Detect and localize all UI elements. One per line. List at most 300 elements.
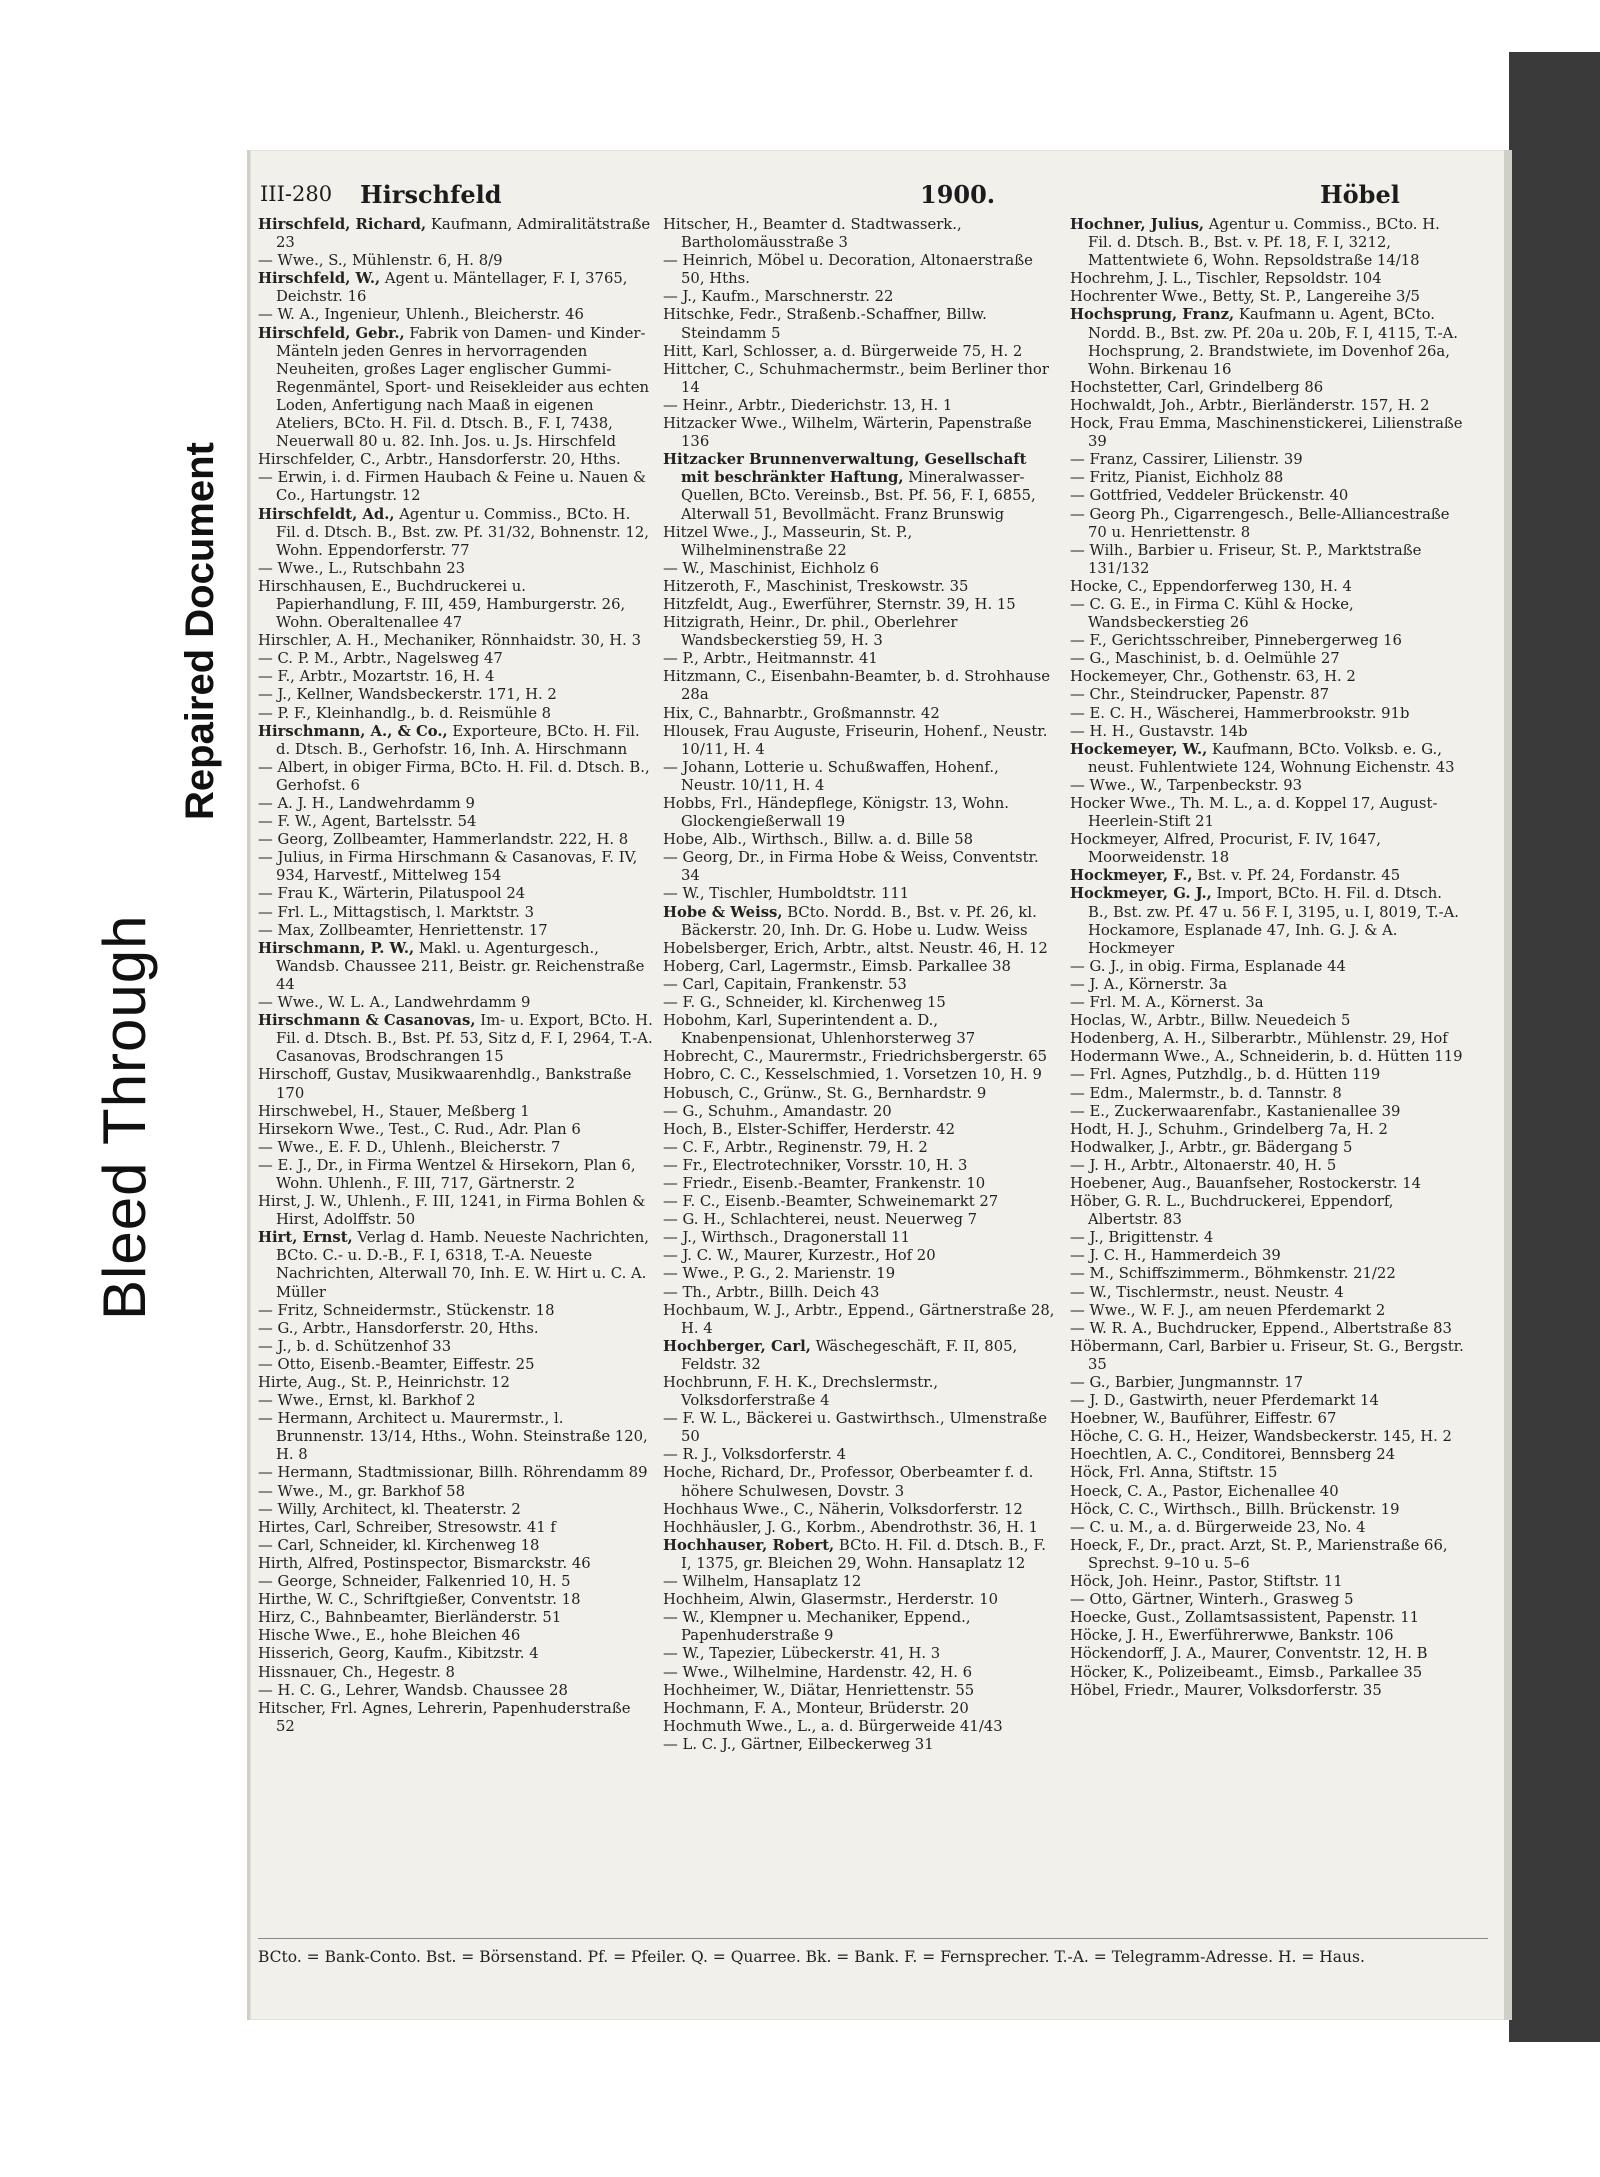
directory-entry xyxy=(663,650,1058,668)
entry-text: — G., Barbier, Jungmannstr. 17 xyxy=(1070,1374,1304,1391)
directory-entry xyxy=(663,1374,1058,1410)
directory-entry xyxy=(663,560,1058,578)
directory-entry xyxy=(663,849,1058,885)
directory-entry xyxy=(663,668,1058,704)
directory-entry xyxy=(1070,469,1465,487)
directory-entry xyxy=(1070,1483,1465,1501)
directory-entry xyxy=(663,994,1058,1012)
entry-text: — W., Maschinist, Eichholz 6 xyxy=(663,559,879,577)
entry-text: — Carl, Schneider, kl. Kirchenweg 18 xyxy=(258,1536,540,1554)
column-1 xyxy=(258,216,653,1936)
directory-entry xyxy=(663,1537,1058,1573)
directory-entry xyxy=(1070,1121,1465,1139)
directory-entry xyxy=(258,650,653,668)
entry-text: — E. J., Dr., in Firma Wentzel & Hirsekorn, Plan 6, Wohn. Uhlenh., F. III, 717, Gärtnerstr. 2 xyxy=(258,1156,636,1192)
entry-text: Hochmann, F. A., Monteur, Brüderstr. 20 xyxy=(663,1699,969,1717)
entry-text: — J. D., Gastwirth, neuer Pferdemarkt 14 xyxy=(1070,1392,1379,1410)
directory-entry xyxy=(1070,1048,1465,1066)
entry-text: Hirthe, W. C., Schriftgießer, Conventstr. 18 xyxy=(258,1591,581,1609)
directory-entry xyxy=(258,1139,653,1157)
entry-text: — Heinrich, Möbel u. Decoration, Altonaerstraße 50, Hths. xyxy=(663,252,1033,288)
directory-entry xyxy=(1070,1501,1465,1519)
directory-entry xyxy=(258,705,653,723)
directory-entry xyxy=(1070,885,1465,957)
directory-entry xyxy=(663,288,1058,306)
entry-text: Im- u. Export, BCto. H. Fil. d. Dtsch. B., Bst. Pf. 53, Sitz d, F. I, 2964, T.-A. Casanovas, Brodschrangen 15 xyxy=(276,1012,653,1066)
entry-text: — Wwe., Ernst, kl. Barkhof 2 xyxy=(258,1392,476,1410)
directory-entry xyxy=(1070,1193,1465,1229)
entry-text: Hittcher, C., Schuhmachermstr., beim Berliner thor 14 xyxy=(663,360,1049,396)
entry-text: — P. F., Kleinhandlg., b. d. Reismühle 8 xyxy=(258,704,552,722)
header-left-word: Hirschfeld xyxy=(360,180,502,209)
entry-text: — J., Kaufm., Marschnerstr. 22 xyxy=(663,288,894,306)
entry-text: — F. C., Eisenb.-Beamter, Schweinemarkt 27 xyxy=(663,1193,999,1211)
directory-entry xyxy=(1070,795,1465,831)
directory-entry xyxy=(258,1229,653,1301)
entry-name: Hirschmann, P. W., xyxy=(258,939,415,957)
directory-entry xyxy=(1070,831,1465,867)
directory-entry xyxy=(1070,1012,1465,1030)
entry-text: Hochrenter Wwe., Betty, St. P., Langereihe 3/5 xyxy=(1070,288,1420,306)
entry-text: Hockemeyer, Chr., Gothenstr. 63, H. 2 xyxy=(1070,668,1356,686)
directory-entry xyxy=(1070,632,1465,650)
entry-text: — Heinr., Arbtr., Diederichstr. 13, H. 1 xyxy=(663,396,953,414)
directory-entry xyxy=(1070,1229,1465,1247)
directory-entry xyxy=(1070,596,1465,632)
entry-text: — R. J., Volksdorferstr. 4 xyxy=(663,1446,847,1464)
entry-text: — W. R. A., Buchdrucker, Eppend., Albertstraße 83 xyxy=(1070,1319,1452,1337)
directory-entry xyxy=(1070,578,1465,596)
directory-entry xyxy=(258,560,653,578)
entry-text: — Frau K., Wärterin, Pilatuspool 24 xyxy=(258,885,526,903)
directory-entry xyxy=(258,795,653,813)
entry-text: — Georg, Dr., in Firma Hobe & Weiss, Conventstr. 34 xyxy=(663,849,1039,885)
entry-text: — Otto, Gärtner, Winterh., Grasweg 5 xyxy=(1070,1591,1354,1609)
scanner-background-strip xyxy=(1509,52,1600,2042)
entry-text: Hockmeyer, Alfred, Procurist, F. IV, 1647, Moorweidenstr. 18 xyxy=(1070,831,1382,867)
entry-text: Höbel, Friedr., Maurer, Volksdorferstr. 35 xyxy=(1070,1681,1382,1699)
entry-text: — Georg Ph., Cigarrengesch., Belle-Alliancestraße 70 u. Henriettenstr. 8 xyxy=(1070,505,1450,541)
entry-text: Hoebener, Aug., Bauanfseher, Rostockerstr. 14 xyxy=(1070,1174,1422,1192)
directory-entry xyxy=(1070,1464,1465,1482)
entry-text: Hobusch, C., Grünw., St. G., Bernhardstr. 9 xyxy=(663,1084,987,1102)
entry-text: Fabrik von Damen- und Kinder-Mänteln jeden Genres in hervorragenden Neuheiten, großes Lager englischer Gummi-Regenmäntel, Sport- und Reisekleider aus echten Loden, Anfertigung nach Maaß in eigenen Ateliers, BCto. H. Fil. d. Dtsch. B., F. I, 7438, Neuerwall 80 u. 82. Inh. Jos. u. Js. Hirschfeld xyxy=(276,324,649,451)
directory-entry xyxy=(663,958,1058,976)
directory-entry xyxy=(258,904,653,922)
directory-entry xyxy=(1070,1645,1465,1663)
directory-entry xyxy=(1070,1320,1465,1338)
directory-entry xyxy=(1070,1519,1465,1537)
entry-text: Hirsekorn Wwe., Test., C. Rud., Adr. Plan 6 xyxy=(258,1120,581,1138)
directory-entry xyxy=(1070,270,1465,288)
directory-entry xyxy=(1070,1175,1465,1193)
directory-entry xyxy=(1070,1284,1465,1302)
directory-entry xyxy=(258,1664,653,1682)
entry-text: — G., Schuhm., Amandastr. 20 xyxy=(663,1102,892,1120)
entry-text: Hoebner, W., Bauführer, Eiffestr. 67 xyxy=(1070,1410,1337,1428)
entry-text: Import, BCto. H. Fil. d. Dtsch. B., Bst. zw. Pf. 47 u. 56 F. I, 3195, u. I, 8019, T.-A. Hockamore, Esplanade 47, Inh. G. J. & A. Hockmeyer xyxy=(1088,885,1459,957)
directory-entry xyxy=(663,1139,1058,1157)
entry-text: — J., b. d. Schützenhof 33 xyxy=(258,1337,452,1355)
entry-text: Hitt, Karl, Schlosser, a. d. Bürgerweide 75, H. 2 xyxy=(663,342,1023,360)
directory-entry xyxy=(663,1284,1058,1302)
entry-text: — F., Arbtr., Mozartstr. 16, H. 4 xyxy=(258,668,495,686)
entry-text: — Willy, Architect, kl. Theaterstr. 2 xyxy=(258,1500,521,1518)
directory-entry xyxy=(258,1356,653,1374)
entry-text: Hobelsberger, Erich, Arbtr., altst. Neustr. 46, H. 12 xyxy=(663,939,1048,957)
directory-entry xyxy=(1070,288,1465,306)
entry-name: Hirschfeld, Gebr., xyxy=(258,324,405,342)
directory-entry xyxy=(663,885,1058,903)
directory-entry xyxy=(663,1085,1058,1103)
entry-text: — P., Arbtr., Heitmannstr. 41 xyxy=(663,650,878,668)
entry-text: — E., Zuckerwaarenfabr., Kastanienallee 39 xyxy=(1070,1102,1401,1120)
entry-text: BCto. Nordd. B., Bst. v. Pf. 26, kl. Bäckerstr. 20, Inh. Dr. G. Hobe u. Ludw. Weiss xyxy=(681,903,1037,939)
directory-entry xyxy=(1070,668,1465,686)
directory-entry xyxy=(663,343,1058,361)
entry-text: — F. G., Schneider, kl. Kirchenweg 15 xyxy=(663,994,946,1012)
entry-text: — W., Klempner u. Mechaniker, Eppend., Papenhuderstraße 9 xyxy=(663,1609,971,1645)
directory-entry xyxy=(258,668,653,686)
entry-text: Hirth, Alfred, Postinspector, Bismarckstr. 46 xyxy=(258,1554,591,1572)
entry-name: Hirschfeld, Richard, xyxy=(258,216,427,233)
directory-entry xyxy=(258,1121,653,1139)
entry-name: Hirschfeld, W., xyxy=(258,270,381,288)
directory-entry xyxy=(663,1211,1058,1229)
entry-text: Hitscher, Frl. Agnes, Lehrerin, Papenhuderstraße 52 xyxy=(258,1699,631,1735)
entry-text: Wäschegeschäft, F. II, 805, Feldstr. 32 xyxy=(681,1337,1018,1373)
entry-text: Hock, Frau Emma, Maschinenstickerei, Lilienstraße 39 xyxy=(1070,415,1463,451)
entry-text: Hochbrunn, F. H. K., Drechslermstr., Volksdorferstraße 4 xyxy=(663,1374,939,1410)
entry-text: — Max, Zollbeamter, Henriettenstr. 17 xyxy=(258,921,548,939)
directory-entry xyxy=(1070,306,1465,378)
directory-entry xyxy=(663,1265,1058,1283)
entry-text: Hocke, C., Eppendorferweg 130, H. 4 xyxy=(1070,577,1352,595)
repaired-document-label: Repaired Document xyxy=(178,442,222,820)
directory-entry xyxy=(663,1048,1058,1066)
directory-entry xyxy=(258,1374,653,1392)
directory-entry xyxy=(663,361,1058,397)
entry-text: — Wwe., W. L. A., Landwehrdamm 9 xyxy=(258,994,531,1012)
entry-text: — W., Tischlermstr., neust. Neustr. 4 xyxy=(1070,1283,1344,1301)
directory-entry xyxy=(1070,777,1465,795)
directory-entry xyxy=(663,1664,1058,1682)
entry-text: — G. H., Schlachterei, neust. Neuerweg 7 xyxy=(663,1211,978,1229)
directory-entry xyxy=(1070,1609,1465,1627)
directory-entry xyxy=(1070,451,1465,469)
entry-text: — F. W., Agent, Bartelsstr. 54 xyxy=(258,813,477,831)
entry-text: Hobrecht, C., Maurermstr., Friedrichsbergerstr. 65 xyxy=(663,1048,1048,1066)
directory-entry xyxy=(1070,1537,1465,1573)
entry-text: Makl. u. Agenturgesch., Wandsb. Chaussee 211, Beistr. gr. Reichenstraße 44 xyxy=(276,939,645,993)
directory-entry xyxy=(1070,1392,1465,1410)
entry-text: Hirschler, A. H., Mechaniker, Rönnhaidstr. 30, H. 3 xyxy=(258,632,641,650)
directory-entry xyxy=(1070,1157,1465,1175)
directory-entry xyxy=(258,1700,653,1736)
directory-entry xyxy=(663,1736,1058,1754)
bleed-through-label: Bleed Through xyxy=(91,914,158,1320)
entry-text: — Wwe., W. F. J., am neuen Pferdemarkt 2 xyxy=(1070,1301,1386,1319)
side-labels xyxy=(80,330,230,1330)
directory-entry xyxy=(663,1121,1058,1139)
directory-entry xyxy=(258,1193,653,1229)
directory-page xyxy=(247,150,1512,2020)
entry-name: Hirschmann & Casanovas, xyxy=(258,1012,476,1030)
entry-text: — Wwe., P. G., 2. Marienstr. 19 xyxy=(663,1265,896,1283)
entry-text: Höbermann, Carl, Barbier u. Friseur, St. G., Bergstr. 35 xyxy=(1070,1337,1464,1373)
entry-text: Hitscher, H., Beamter d. Stadtwasserk., Bartholomäusstraße 3 xyxy=(663,216,962,252)
directory-entry xyxy=(663,831,1058,849)
header-right-word: Höbel xyxy=(1320,180,1400,209)
entry-text: — Franz, Cassirer, Lilienstr. 39 xyxy=(1070,451,1303,469)
entry-text: — G. J., in obig. Firma, Esplanade 44 xyxy=(1070,957,1346,975)
page-header xyxy=(260,178,1500,212)
entry-text: Hitzacker Wwe., Wilhelm, Wärterin, Papenstraße 136 xyxy=(663,415,1032,451)
directory-entry xyxy=(663,1609,1058,1645)
directory-entry xyxy=(663,451,1058,523)
entry-text: Hochstetter, Carl, Grindelberg 86 xyxy=(1070,378,1324,396)
directory-entry xyxy=(1070,397,1465,415)
directory-entry xyxy=(663,705,1058,723)
entry-name: Hirschmann, A., & Co., xyxy=(258,722,448,740)
directory-entry xyxy=(258,813,653,831)
directory-entry xyxy=(1070,686,1465,704)
entry-text: Hirte, Aug., St. P., Heinrichstr. 12 xyxy=(258,1374,510,1391)
directory-entry xyxy=(663,795,1058,831)
entry-text: — Wwe., W., Tarpenbeckstr. 93 xyxy=(1070,776,1303,794)
directory-entry xyxy=(663,1464,1058,1500)
entry-text: — Wwe., S., Mühlenstr. 6, H. 8/9 xyxy=(258,252,503,270)
entry-name: Hochhauser, Robert, xyxy=(663,1536,835,1554)
entry-text: — J. C. H., Hammerdeich 39 xyxy=(1070,1247,1281,1265)
directory-entry xyxy=(258,1012,653,1066)
directory-entry xyxy=(663,976,1058,994)
directory-entry xyxy=(1070,216,1465,270)
entry-text: — E. C. H., Wäscherei, Hammerbrookstr. 91b xyxy=(1070,704,1410,722)
entry-text: Höck, Joh. Heinr., Pastor, Stiftstr. 11 xyxy=(1070,1573,1343,1591)
directory-entry xyxy=(1070,1682,1465,1700)
entry-text: Hoeck, C. A., Pastor, Eichenallee 40 xyxy=(1070,1482,1339,1500)
entry-text: — Edm., Malermstr., b. d. Tannstr. 8 xyxy=(1070,1084,1342,1102)
entry-text: — Otto, Eisenb.-Beamter, Eiffestr. 25 xyxy=(258,1355,535,1373)
column-3 xyxy=(1070,216,1465,1936)
directory-entry xyxy=(258,1682,653,1700)
entry-text: Hitzeroth, F., Maschinist, Treskowstr. 35 xyxy=(663,577,969,595)
entry-text: — Chr., Steindrucker, Papenstr. 87 xyxy=(1070,686,1330,704)
entry-text: Hodenberg, A. H., Silberarbtr., Mühlenstr. 29, Hof xyxy=(1070,1030,1448,1048)
entry-text: — C. G. E., in Firma C. Kühl & Hocke, Wandsbeckerstieg 26 xyxy=(1070,595,1354,632)
directory-entry xyxy=(1070,1664,1465,1682)
entry-text: Hitzfeldt, Aug., Ewerführer, Sternstr. 39, H. 15 xyxy=(663,595,1016,613)
entry-text: — G., Arbtr., Hansdorferstr. 20, Hths. xyxy=(258,1319,539,1337)
directory-entry xyxy=(663,1103,1058,1121)
entry-text: Kaufmann u. Agent, BCto. Nordd. B., Bst. zw. Pf. 20a u. 20b, F. I, 4115, T.-A. Hochsprung, 2. Brandstwiete, im Dovenhof 26a, Wohn. Birkenau 16 xyxy=(1088,306,1458,378)
directory-entry xyxy=(1070,705,1465,723)
entry-text: — A. J. H., Landwehrdamm 9 xyxy=(258,795,475,812)
entry-text: Exporteure, BCto. H. Fil. d. Dtsch. B., Gerhofstr. 16, Inh. A. Hirschmann xyxy=(276,722,640,758)
footer-rule xyxy=(258,1938,1488,1939)
entry-text: — J. C. W., Maurer, Kurzestr., Hof 20 xyxy=(663,1247,936,1265)
entry-text: — Erwin, i. d. Firmen Haubach & Feine u. Nauen & Co., Hartungstr. 12 xyxy=(258,469,647,505)
directory-entry xyxy=(663,614,1058,650)
directory-entry xyxy=(258,306,653,324)
directory-entry xyxy=(663,1519,1058,1537)
entry-name: Hitzacker Brunnenverwaltung, Gesellschaft mit beschränkter Haftung, xyxy=(663,451,1027,487)
directory-entry xyxy=(663,1718,1058,1736)
entry-text: Höcker, K., Polizeibeamt., Eimsb., Parkallee 35 xyxy=(1070,1663,1423,1681)
directory-entry xyxy=(258,469,653,505)
directory-entry xyxy=(1070,1410,1465,1428)
directory-entry xyxy=(258,1573,653,1591)
directory-entry xyxy=(663,1682,1058,1700)
entry-text: Hodwalker, J., Arbtr., gr. Bädergang 5 xyxy=(1070,1138,1353,1156)
directory-entry xyxy=(258,1302,653,1320)
directory-entry xyxy=(1070,1446,1465,1464)
entry-text: Hitzel Wwe., J., Masseurin, St. P., Wilhelminenstraße 22 xyxy=(663,523,913,559)
entry-name: Hirt, Ernst, xyxy=(258,1229,353,1247)
entry-text: — George, Schneider, Falkenried 10, H. 5 xyxy=(258,1573,571,1591)
entry-text: Bst. v. Pf. 24, Fordanstr. 45 xyxy=(1197,867,1401,885)
entry-text: — Wwe., Wilhelmine, Hardenstr. 42, H. 6 xyxy=(663,1663,973,1681)
entry-text: — W. A., Ingenieur, Uhlenh., Bleicherstr. 46 xyxy=(258,306,584,324)
entry-name: Hockemeyer, W., xyxy=(1070,740,1208,758)
entry-text: Kaufmann, BCto. Volksb. e. G., neust. Fuhlentwiete 124, Wohnung Eichenstr. 43 xyxy=(1088,740,1455,776)
directory-entry xyxy=(258,759,653,795)
entry-text: Agentur u. Commiss., BCto. H. Fil. d. Dtsch. B., Bst. zw. Pf. 31/32, Bohnenstr. 12, Wohn. Eppendorferstr. 77 xyxy=(276,505,649,559)
header-year: 1900. xyxy=(920,180,996,209)
entry-text: Hobbs, Frl., Händepflege, Königstr. 13, Wohn. Glockengießerwall 19 xyxy=(663,795,1009,831)
entry-text: Hirtes, Carl, Schreiber, Stresowstr. 41 f xyxy=(258,1518,556,1536)
directory-entry xyxy=(663,1501,1058,1519)
entry-text: — Georg, Zollbeamter, Hammerlandstr. 222, H. 8 xyxy=(258,831,629,849)
directory-entry xyxy=(258,1410,653,1464)
entry-text: — M., Schiffszimmerm., Böhmkenstr. 21/22 xyxy=(1070,1265,1396,1283)
directory-entry xyxy=(663,306,1058,342)
entry-text: — Gottfried, Veddeler Brückenstr. 40 xyxy=(1070,487,1349,505)
directory-entry xyxy=(663,1247,1058,1265)
directory-entry xyxy=(258,849,653,885)
directory-entry xyxy=(663,578,1058,596)
entry-text: Hoechtlen, A. C., Conditorei, Bennsberg 24 xyxy=(1070,1446,1396,1464)
entry-text: — Friedr., Eisenb.-Beamter, Frankenstr. 10 xyxy=(663,1174,986,1192)
entry-text: — Frl. L., Mittagstisch, l. Marktstr. 3 xyxy=(258,903,534,921)
entry-text: Hirschfelder, C., Arbtr., Hansdorferstr. 20, Hths. xyxy=(258,451,621,469)
entry-text: Hochhäusler, J. G., Korbm., Abendrothstr. 36, H. 1 xyxy=(663,1518,1039,1536)
directory-entry xyxy=(258,252,653,270)
directory-entry xyxy=(663,596,1058,614)
entry-text: Hoclas, W., Arbtr., Billw. Neuedeich 5 xyxy=(1070,1012,1351,1030)
directory-entry xyxy=(258,632,653,650)
directory-entry xyxy=(663,1645,1058,1663)
entry-text: Hochheimer, W., Diätar, Henriettenstr. 55 xyxy=(663,1681,975,1699)
directory-entry xyxy=(258,1591,653,1609)
directory-entry xyxy=(663,1012,1058,1048)
entry-text: — Julius, in Firma Hirschmann & Casanovas, F. IV, 934, Harvestf., Mittelweg 154 xyxy=(258,849,638,885)
directory-entry xyxy=(258,1338,653,1356)
directory-entry xyxy=(258,1320,653,1338)
entry-text: Hochrehm, J. L., Tischler, Repsoldstr. 104 xyxy=(1070,270,1382,288)
entry-text: Hocker Wwe., Th. M. L., a. d. Koppel 17, August-Heerlein-Stift 21 xyxy=(1070,795,1438,831)
directory-entry xyxy=(663,1591,1058,1609)
entry-text: Höber, G. R. L., Buchdruckerei, Eppendorf, Albertstr. 83 xyxy=(1070,1193,1394,1229)
entry-text: Hochbaum, W. J., Arbtr., Eppend., Gärtnerstraße 28, H. 4 xyxy=(663,1301,1055,1337)
directory-entry xyxy=(663,1700,1058,1718)
directory-entry xyxy=(663,397,1058,415)
entry-text: Hissnauer, Ch., Hegestr. 8 xyxy=(258,1663,455,1681)
entry-text: Hobohm, Karl, Superintendent a. D., Knabenpensionat, Uhlenhorsterweg 37 xyxy=(663,1012,976,1048)
entry-text: Hochheim, Alwin, Glasermstr., Herderstr. 10 xyxy=(663,1591,999,1609)
entry-text: — Wilhelm, Hansaplatz 12 xyxy=(663,1573,862,1591)
entry-text: Hodermann Wwe., A., Schneiderin, b. d. Hütten 119 xyxy=(1070,1048,1463,1066)
entry-text: — C. u. M., a. d. Bürgerweide 23, No. 4 xyxy=(1070,1518,1366,1536)
entry-text: — C. F., Arbtr., Reginenstr. 79, H. 2 xyxy=(663,1138,928,1156)
entry-text: Hix, C., Bahnarbtr., Großmannstr. 42 xyxy=(663,704,940,722)
entry-name: Hirschfeldt, Ad., xyxy=(258,505,395,523)
directory-entry xyxy=(663,216,1058,252)
entry-text: — Th., Arbtr., Billh. Deich 43 xyxy=(663,1283,880,1301)
directory-entry xyxy=(1070,1139,1465,1157)
entry-text: — J., Wirthsch., Dragonerstall 11 xyxy=(663,1229,911,1247)
entry-text: — G., Maschinist, b. d. Oelmühle 27 xyxy=(1070,650,1340,668)
entry-text: — Hermann, Stadtmissionar, Billh. Röhrendamm 89 xyxy=(258,1464,648,1482)
entry-text: Verlag d. Hamb. Neueste Nachrichten, BCto. C.- u. D.-B., F. I, 6318, T.-A. Neueste Nachrichten, Alterwall 70, Inh. E. W. Hirt u. C. A. Müller xyxy=(276,1229,649,1301)
entry-text: Hoecke, Gust., Zollamtsassistent, Papenstr. 11 xyxy=(1070,1609,1420,1627)
entry-text: — Wwe., M., gr. Barkhof 58 xyxy=(258,1482,466,1500)
directory-entry xyxy=(1070,1374,1465,1392)
entry-name: Hochner, Julius, xyxy=(1070,216,1205,233)
entry-text: Hoche, Richard, Dr., Professor, Oberbeamter f. d. höhere Schulwesen, Dovstr. 3 xyxy=(663,1464,1034,1500)
directory-entry xyxy=(258,1501,653,1519)
entry-text: Mineralwasser-Quellen, BCto. Vereinsb., Bst. Pf. 56, F. I, 6855, Alterwall 51, Bevollmächt. Franz Brunswig xyxy=(681,469,1036,523)
directory-entry xyxy=(663,524,1058,560)
directory-entry xyxy=(663,1446,1058,1464)
directory-entry xyxy=(258,1157,653,1193)
directory-entry xyxy=(1070,1428,1465,1446)
entry-text: — Wilh., Barbier u. Friseur, St. P., Marktstraße 131/132 xyxy=(1070,541,1422,577)
entry-name: Hockmeyer, G. J., xyxy=(1070,885,1212,903)
directory-entry xyxy=(663,1410,1058,1446)
entry-text: — Carl, Capitain, Frankenstr. 53 xyxy=(663,975,907,993)
entry-text: Höckendorff, J. A., Maurer, Conventstr. 12, H. B xyxy=(1070,1645,1428,1663)
directory-entry xyxy=(1070,1085,1465,1103)
entry-text: Höcke, J. H., Ewerführerwwe, Bankstr. 106 xyxy=(1070,1627,1394,1645)
entry-text: — Frl. M. A., Körnerst. 3a xyxy=(1070,994,1264,1012)
entry-text: Hodt, H. J., Schuhm., Grindelberg 7a, H. 2 xyxy=(1070,1120,1388,1138)
directory-entry xyxy=(663,723,1058,759)
directory-entry xyxy=(258,1537,653,1555)
entry-text: — W., Tischler, Humboldtstr. 111 xyxy=(663,885,910,903)
entry-text: Hitzmann, C., Eisenbahn-Beamter, b. d. Strohhause 28a xyxy=(663,668,1050,704)
entry-text: Hirschwebel, H., Stauer, Meßberg 1 xyxy=(258,1102,530,1120)
directory-entry xyxy=(663,1157,1058,1175)
directory-entry xyxy=(1070,1338,1465,1374)
directory-entry xyxy=(258,1464,653,1482)
directory-entry xyxy=(663,1229,1058,1247)
entry-text: Hisserich, Georg, Kaufm., Kibitzstr. 4 xyxy=(258,1645,539,1663)
entry-name: Hobe & Weiss, xyxy=(663,903,783,921)
directory-entry xyxy=(663,940,1058,958)
page-number: III-280 xyxy=(260,182,333,206)
directory-entry xyxy=(663,759,1058,795)
entry-name: Hochberger, Carl, xyxy=(663,1337,811,1355)
entry-name: Hockmeyer, F., xyxy=(1070,867,1193,885)
directory-entry xyxy=(258,216,653,252)
directory-entry xyxy=(258,578,653,632)
directory-entry xyxy=(258,1519,653,1537)
entry-text: — C. P. M., Arbtr., Nagelsweg 47 xyxy=(258,650,503,668)
directory-entry xyxy=(258,940,653,994)
directory-entry xyxy=(258,1627,653,1645)
